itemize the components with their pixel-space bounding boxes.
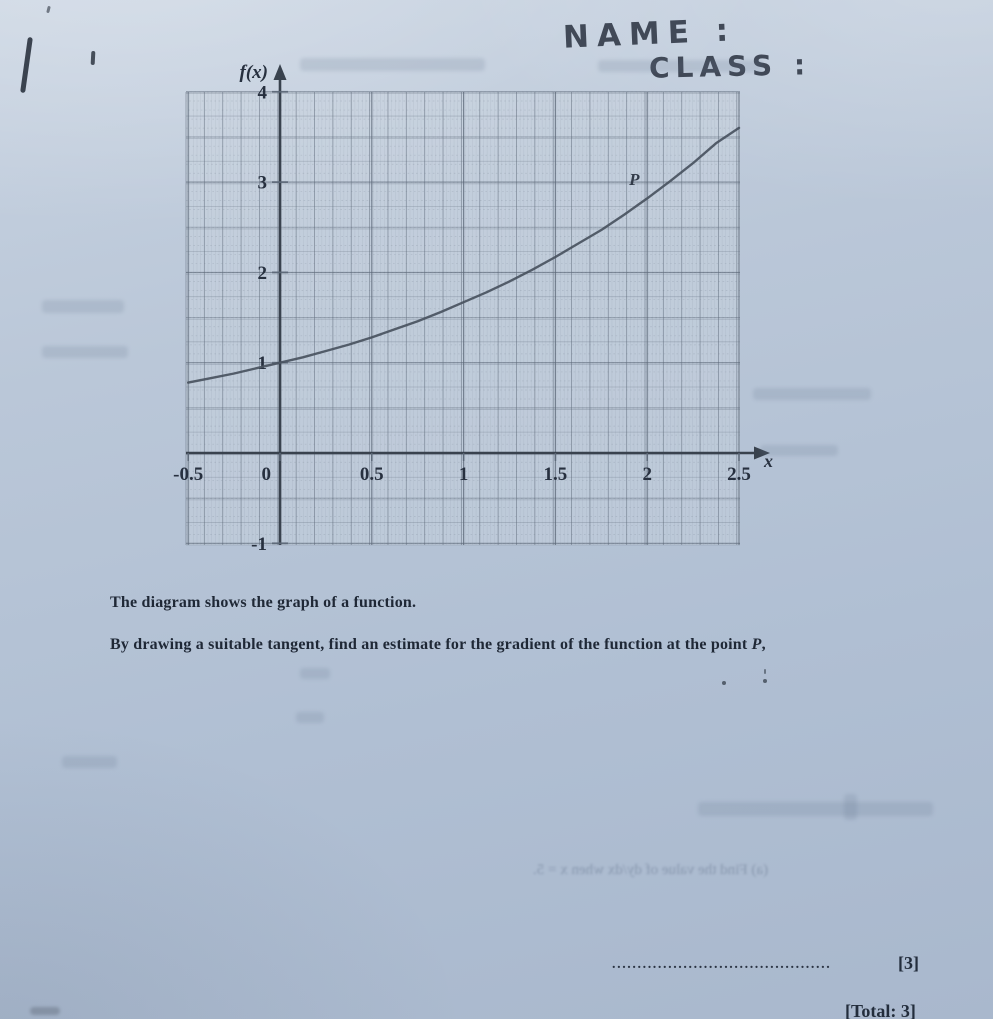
question-text-prefix: By drawing a suitable tangent, find an estimate for the gradient of the function at the point: [110, 636, 752, 653]
question-text-suffix: ,: [761, 636, 766, 653]
x-tick-label: -0.5: [173, 464, 204, 485]
handwritten-class-label: CLASS :: [648, 48, 812, 85]
x-axis-title: x: [764, 451, 773, 471]
bleed-through-smudge: [300, 668, 330, 679]
bleed-through-smudge: [753, 388, 871, 400]
bleed-through-smudge: [42, 300, 124, 313]
function-graph: [150, 60, 810, 560]
bleed-through-smudge: [698, 802, 933, 816]
bleed-through-smudge: [598, 60, 763, 72]
x-tick-label: 2: [642, 464, 652, 485]
x-tick-label: 0: [261, 464, 271, 485]
pen-mark-dot: [764, 669, 766, 674]
question-text-line2: [110, 636, 920, 654]
pen-mark-apostrophe: [46, 6, 51, 14]
function-graph-svg: [150, 60, 810, 560]
pen-mark-one: [91, 51, 96, 65]
bleed-through-smudge: [62, 756, 117, 768]
y-axis-title: f(x): [239, 62, 268, 83]
pen-mark-bracket: [20, 37, 33, 93]
bleed-through-text: (a) Find the value of dy/dx when x = 5.: [533, 862, 769, 878]
y-tick-label: 4: [257, 82, 267, 104]
y-tick-label: -1: [251, 533, 267, 555]
pen-mark-dot: [722, 681, 726, 685]
bleed-through-smudge: [760, 445, 838, 456]
point-p-label: P: [629, 169, 640, 189]
marks-badge: [3]: [898, 953, 919, 973]
x-tick-label: 0.5: [359, 464, 384, 485]
handwritten-name-label: NAME :: [562, 12, 737, 56]
point-p-reference: P: [751, 636, 762, 653]
pen-mark-smudge: [30, 1007, 60, 1015]
bleed-through-smudge: [300, 58, 485, 71]
x-tick-label: 1: [458, 464, 469, 485]
bleed-through-smudge: [296, 712, 324, 723]
x-tick-label: 1.5: [543, 464, 568, 485]
question-text-line1: The diagram shows the graph of a function.: [110, 594, 417, 611]
bleed-through-smudge: [42, 346, 128, 358]
y-tick-label: 2: [257, 262, 267, 284]
answer-dotted-line: ...........................................: [612, 957, 832, 972]
total-marks-label: [Total: 3]: [845, 1001, 916, 1019]
y-tick-label: 3: [257, 172, 267, 194]
pen-mark-dot: [763, 679, 767, 683]
bleed-through-smudge: [844, 794, 857, 820]
y-tick-label: 1: [257, 353, 267, 375]
y-axis-arrowhead: [274, 64, 287, 80]
x-tick-label: 2.5: [727, 464, 751, 485]
